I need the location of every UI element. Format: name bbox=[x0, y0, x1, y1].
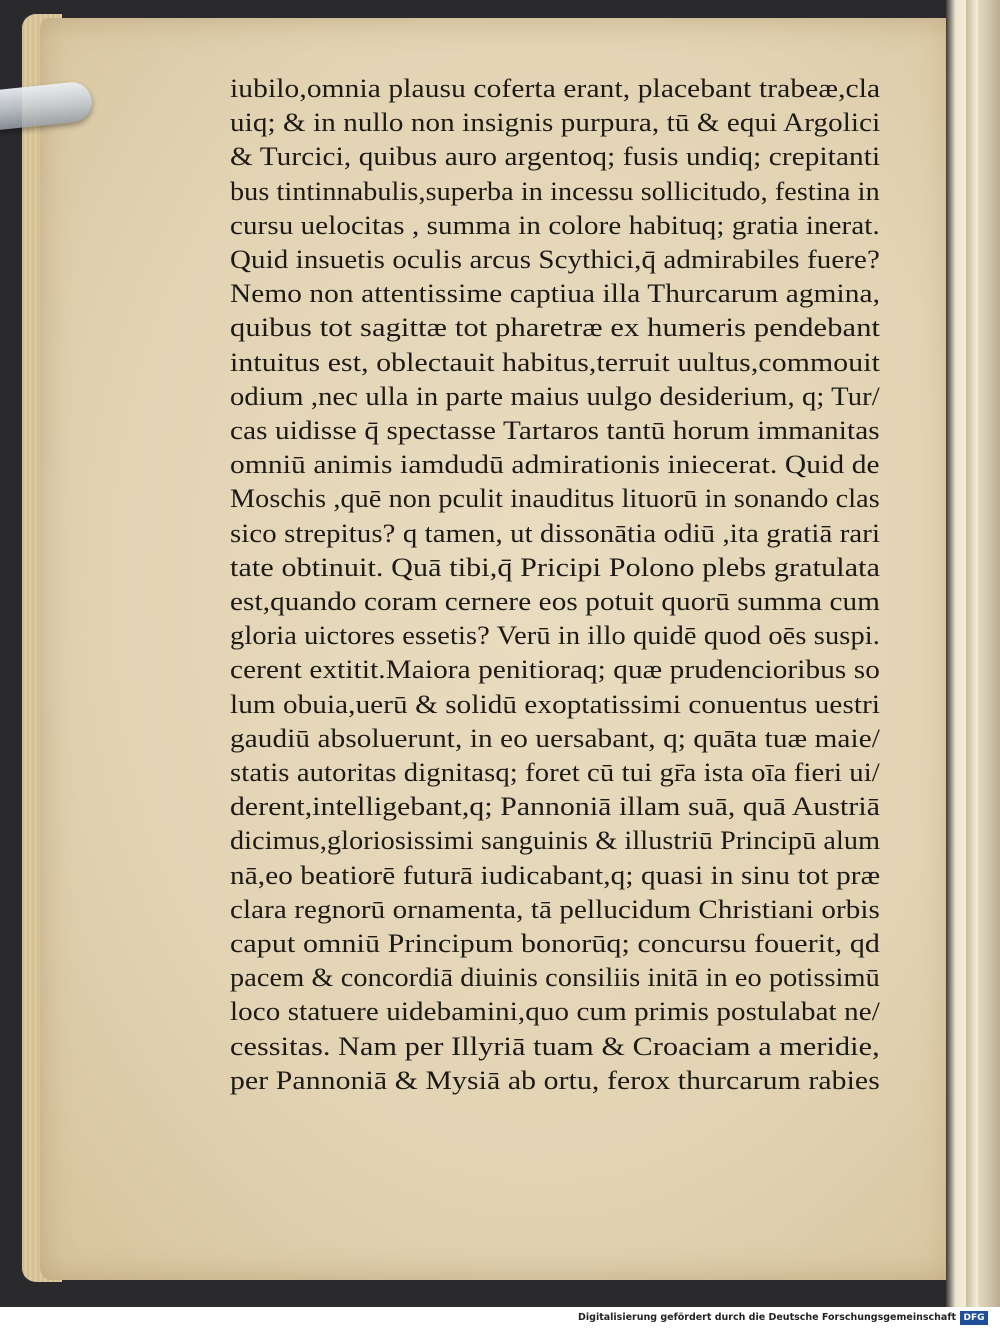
text-line: intuitus est, oblectauit habitus,terruit uultus,commouit bbox=[230, 347, 880, 377]
text-line: gaudiū absoluerunt, in eo uersabant, q; quāta tuæ maie/ bbox=[230, 723, 880, 753]
text-line: & Turcici, quibus auro argentoq; fusis undiq; crepitanti bbox=[230, 142, 881, 172]
text-line: statis autoritas dignitasq; foret cū tui gr̄a ista oīa fieri ui/ bbox=[230, 758, 880, 788]
text-line: est,quando coram cernere eos potuit quorū summa cum bbox=[230, 587, 880, 617]
text-line: cerent extitit.Maiora penitioraq; quæ prudencioribus so bbox=[230, 655, 880, 685]
text-line: caput omniū Principum bonorūq; concursu fouerit, qd bbox=[230, 929, 881, 959]
text-line: cursu uelocitas , summa in colore habituq; gratia inerat. bbox=[230, 210, 880, 240]
text-line: pacem & concordiā diuinis consiliis initā in eo potissimū bbox=[230, 963, 880, 993]
text-line: lum obuia,uerū & solidū exoptatissimi conuentus uestri bbox=[230, 689, 881, 719]
text-line: nā,eo beatiorē futurā iudicabant,q; quasi in sinu tot præ bbox=[230, 860, 881, 890]
funding-credit: Digitalisierung gefördert durch die Deutsche Forschungsgemeinschaft bbox=[578, 1312, 956, 1323]
text-line: cas uidisse q̄ spectasse Tartaros tantū horum immanitas bbox=[230, 416, 880, 446]
text-line: dicimus,gloriosissimi sanguinis & illustriū Principū alum bbox=[230, 826, 881, 856]
text-line: gloria uictores essetis? Verū in illo quidē quod oēs suspi. bbox=[230, 621, 880, 651]
dfg-logo: DFG bbox=[960, 1311, 988, 1325]
footer-bar bbox=[0, 1307, 1000, 1330]
text-line: tate obtinuit. Quā tibi,q̄ Pricipi Polono plebs gratulata bbox=[230, 552, 881, 582]
text-line: bus tintinnabulis,superba in incessu sollicitudo, festina in bbox=[230, 176, 880, 206]
text-line: iubilo,omnia plausu coferta erant, placebant trabeæ,cla bbox=[230, 74, 881, 103]
text-line: cessitas. Nam per Illyriā tuam & Croaciam a meridie, bbox=[230, 1031, 880, 1061]
text-line: clara regnorū ornamenta, tā pellucidum Christiani orbis bbox=[230, 894, 880, 924]
text-line: Nemo non attentissime captiua illa Thurcarum agmina, bbox=[230, 279, 881, 309]
text-line: omniū animis iamdudū admirationis iniecerat. Quid de bbox=[230, 450, 880, 480]
text-line: uiq; & in nullo non insignis purpura, tū & equi Argolici bbox=[230, 108, 881, 138]
text-line: Quid insuetis oculis arcus Scythici,q̄ admirabiles fuere? bbox=[230, 245, 880, 275]
text-line: loco statuere uidebamini,quo cum primis postulabat ne/ bbox=[230, 997, 880, 1027]
text-line: odium ,nec ulla in parte maius uulgo desiderium, q; Tur/ bbox=[230, 381, 880, 411]
text-line: Moschis ,quē non pculit inauditus lituorū in sonando clas bbox=[230, 484, 880, 514]
text-line: derent,intelligebant,q; Pannoniā illam suā, quā Austriā bbox=[230, 792, 880, 822]
text-line: per Pannoniā & Mysiā ab ortu, ferox thurcarum rabies bbox=[230, 1065, 880, 1095]
text-line: sico strepitus? q tamen, ut dissonātia odiū ,ita gratiā rari bbox=[230, 518, 881, 548]
text-line: quibus tot sagittæ tot pharetræ ex humeris pendebant bbox=[230, 313, 881, 343]
body-text bbox=[230, 72, 890, 1098]
